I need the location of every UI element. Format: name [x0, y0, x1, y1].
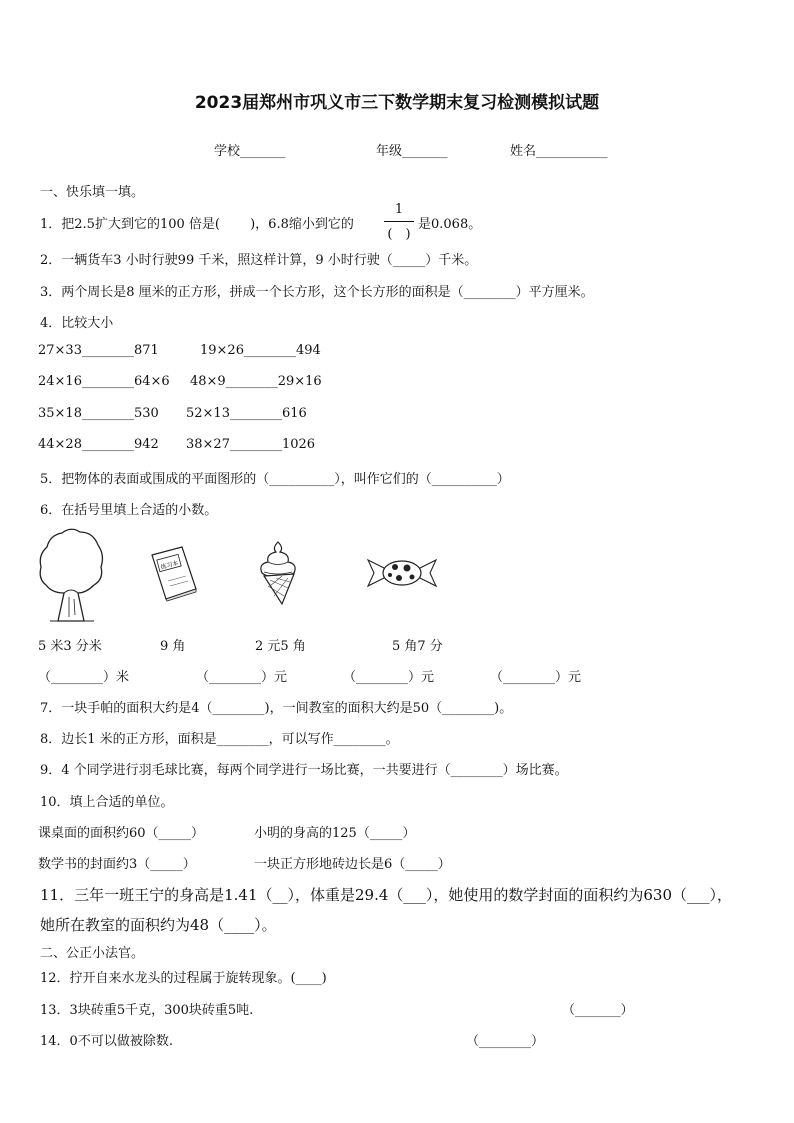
unit-item: 小明的身高的125（_____）	[254, 826, 416, 841]
unit-item: 数学书的封面约3（_____）	[38, 857, 196, 872]
question-5: 5．把物体的表面或围成的平面图形的（__________），叫作它们的（__________）	[40, 472, 510, 487]
section-heading-one: 一、快乐填一填。	[40, 185, 145, 200]
question-11-line-2: 她所在教室的面积约为48（____）。	[40, 916, 277, 934]
q6-value: 5 角7 分	[392, 639, 443, 654]
question-8: 8．边长1 米的正方形，面积是________，可以写作________。	[40, 732, 399, 747]
section-heading-two: 二、公正小法官。	[40, 946, 145, 961]
q6-answer-blank[interactable]: （________）米	[38, 670, 130, 685]
q6-value: 2 元5 角	[255, 639, 306, 654]
compare-item: 27×33________871	[38, 343, 159, 358]
unit-item: 一块正方形地砖边长是6（_____）	[254, 857, 451, 872]
compare-item: 24×16________64×6	[38, 374, 170, 389]
compare-item: 35×18________530	[38, 406, 159, 421]
question-4-stem: 4．比较大小	[40, 316, 114, 331]
question-1	[40, 213, 354, 232]
question-7: 7．一块手帕的面积大约是4（________)，一间教室的面积大约是50（________)。	[40, 701, 513, 716]
question-12: 12．拧开自来水龙头的过程属于旋转现象。(____)	[40, 971, 327, 986]
unit-item: 课桌面的面积约60（_____）	[38, 826, 205, 841]
notebook-label: 练习本	[160, 559, 180, 572]
question-10-stem: 10．填上合适的单位。	[40, 795, 174, 810]
question-6-stem: 6．在括号里填上合适的小数。	[40, 503, 218, 518]
compare-item: 19×26________494	[200, 343, 321, 358]
tree-icon	[38, 527, 104, 623]
ice-cream-icon	[258, 540, 300, 606]
question-1-before: 1．把2.5扩大到它的100 倍是( )，6.8缩小到它的	[40, 217, 354, 232]
question-14: 14．0不可以做被除数.	[40, 1034, 173, 1049]
question-2: 2．一辆货车3 小时行驶99 千米，照这样计算，9 小时行驶（_____）千米。	[40, 253, 478, 268]
question-14-blank[interactable]: （________）	[466, 1034, 545, 1049]
candy-icon	[366, 556, 438, 590]
question-1-after: 是0.068。	[418, 217, 482, 232]
compare-item: 52×13________616	[186, 406, 307, 421]
name-field[interactable]: 姓名___________	[510, 144, 608, 159]
page-title: 2023届郑州市巩义市三下数学期末复习检测模拟试题	[194, 93, 600, 113]
compare-item: 44×28________942	[38, 437, 159, 452]
q6-value: 5 米3 分米	[38, 639, 102, 654]
notebook-icon	[150, 545, 198, 601]
compare-item: 48×9________29×16	[190, 374, 322, 389]
question-9: 9．4 个同学进行羽毛球比赛，每两个同学进行一场比赛，一共要进行（________）场比赛。	[40, 763, 568, 778]
q6-answer-blank[interactable]: （________）元	[343, 670, 435, 685]
fraction-bar	[384, 221, 414, 222]
question-13: 13．3块砖重5千克，300块砖重5吨.	[40, 1003, 254, 1018]
school-field[interactable]: 学校_______	[214, 144, 286, 159]
fraction	[383, 202, 415, 242]
q6-value: 9 角	[160, 639, 186, 654]
compare-item: 38×27________1026	[186, 437, 316, 452]
q6-answer-blank[interactable]: （________）元	[196, 670, 288, 685]
fraction-denominator[interactable]: ( )	[387, 227, 411, 242]
grade-field[interactable]: 年级_______	[376, 144, 448, 159]
question-3: 3．两个周长是8 厘米的正方形，拼成一个长方形，这个长方形的面积是（________）平方厘米。	[40, 285, 594, 300]
fraction-numerator: 1	[394, 202, 404, 217]
question-11-line-1: 11．三年一班王宁的身高是1.41（__），体重是29.4（___），她使用的数学封面的面积约为630（___），	[40, 886, 733, 904]
q6-answer-blank[interactable]: （________）元	[490, 670, 582, 685]
question-13-blank[interactable]: （_______）	[562, 1003, 634, 1018]
